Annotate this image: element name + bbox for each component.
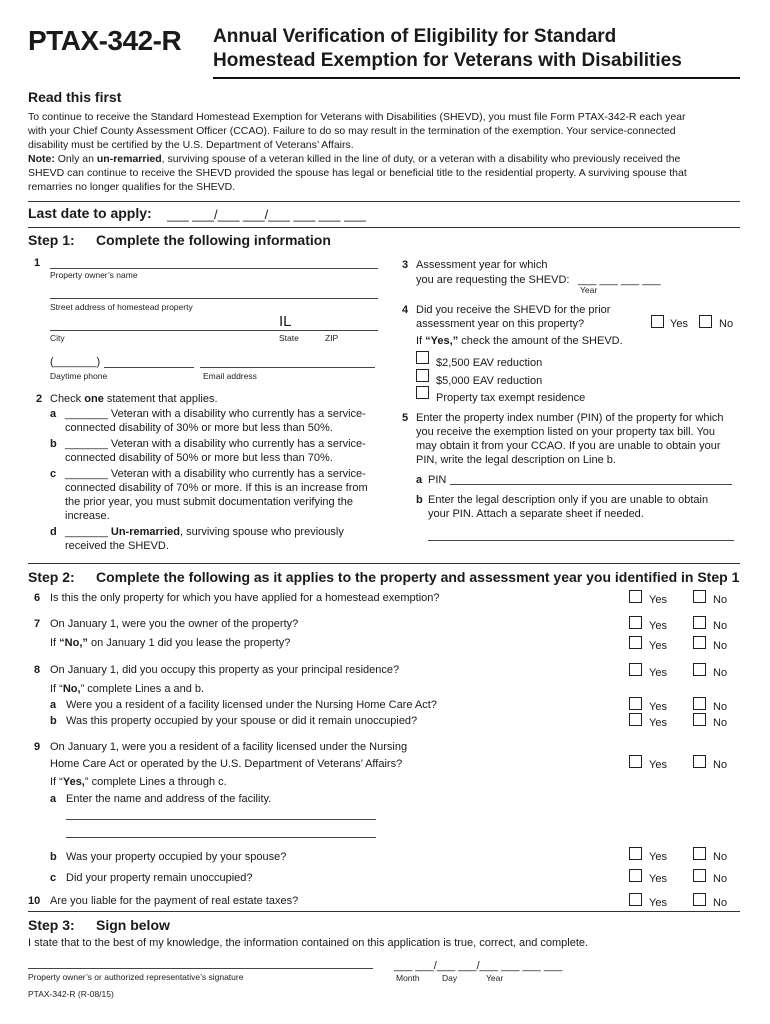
line4-if-bold: “Yes,”: [425, 335, 459, 347]
q9-l1: On January 1, were you a resident of a facility licensed under the Nursing: [50, 741, 408, 753]
eav-2500-checkbox[interactable]: [416, 351, 429, 364]
q9c-text: Did your property remain unoccupied?: [66, 872, 253, 884]
line2-bold: one: [84, 393, 104, 405]
owner-name-field[interactable]: [50, 268, 378, 269]
q8-no-label: No: [713, 667, 728, 679]
q8-no-checkbox[interactable]: [693, 663, 706, 676]
email-field[interactable]: [200, 367, 375, 368]
step3-statement: I state that to the best of my knowledge, the information contained on this application is true, correct, and complete.: [28, 937, 589, 949]
q8b-yes-checkbox[interactable]: [629, 713, 642, 726]
q8a-yes-checkbox[interactable]: [629, 697, 642, 710]
q8-if-b: ” complete Lines a and b.: [80, 683, 205, 695]
line5b-text: [428, 493, 748, 521]
line5a-letter: a: [416, 474, 423, 486]
owner-name-label: Property owner’s name: [50, 270, 138, 280]
divider-3: [28, 563, 740, 564]
footer-form-revision: PTAX-342-R (R-08/15): [28, 989, 114, 999]
line2d-blank: _______: [65, 526, 111, 538]
facility-name-field[interactable]: [66, 819, 376, 820]
q9a-text: Enter the name and address of the facility.: [66, 793, 272, 805]
read-first-body: [28, 110, 748, 194]
pin-label: PIN: [428, 474, 447, 486]
header-rule: [213, 77, 740, 79]
q9b-text: Was your property occupied by your spouse?: [66, 851, 287, 863]
step1-label: Step 1:: [28, 232, 75, 248]
facility-address-field[interactable]: [66, 837, 376, 838]
q9-if-a: If “: [50, 776, 63, 788]
q7-no-checkbox[interactable]: [693, 616, 706, 629]
state-label: State: [279, 333, 299, 343]
q7b-a: If: [50, 637, 60, 649]
date-month-label: Month: [396, 973, 420, 983]
tax-exempt-label: Property tax exempt residence: [436, 392, 586, 404]
line3-l1: Assessment year for which: [416, 259, 548, 271]
q9-if: [50, 775, 227, 789]
q6-no-checkbox[interactable]: [693, 590, 706, 603]
q9b-no-checkbox[interactable]: [693, 847, 706, 860]
q8b-letter: b: [50, 715, 57, 727]
q8-yes-label: Yes: [649, 667, 667, 679]
q9a-letter: a: [50, 793, 57, 805]
line2d-text: , surviving spouse who previously: [179, 526, 344, 538]
q7-text: On January 1, were you the owner of the property?: [50, 618, 299, 630]
q9-no-label: No: [713, 759, 728, 771]
q10-yes-checkbox[interactable]: [629, 893, 642, 906]
signature-date-field[interactable]: ___ ___/___ ___/___ ___ ___ ___: [394, 960, 563, 972]
q8a-letter: a: [50, 699, 57, 711]
q8-if-a: If “: [50, 683, 63, 695]
q8-if-bold: No,: [62, 683, 81, 695]
q9c-no-checkbox[interactable]: [693, 869, 706, 882]
line5-l4: PIN, write the legal description on Line b.: [416, 454, 616, 466]
line4-l1: Did you receive the SHEVD for the prior: [416, 304, 611, 316]
q9c-no-label: No: [713, 873, 728, 885]
q8b-text: Was this property occupied by your spouse or did it remain unoccupied?: [66, 715, 418, 727]
q7-no-label: No: [713, 620, 728, 632]
line2a-letter: a: [50, 408, 57, 420]
last-date-blanks[interactable]: ___ ___/___ ___/___ ___ ___ ___: [167, 207, 366, 222]
line2d-bold: Un-remarried: [110, 526, 180, 538]
line4-if: [416, 334, 623, 348]
q6-yes-checkbox[interactable]: [629, 590, 642, 603]
line4-yes-label: Yes: [670, 318, 688, 330]
phone-label: Daytime phone: [50, 371, 108, 381]
q9-if-bold: Yes,: [62, 776, 85, 788]
q7b-no-checkbox[interactable]: [693, 636, 706, 649]
q10-number: 10: [28, 895, 41, 907]
note-line3: remarries no longer qualifies for the SHEVD.: [28, 181, 236, 193]
tax-exempt-checkbox[interactable]: [416, 386, 429, 399]
line4-yes-checkbox[interactable]: [651, 315, 664, 328]
q8a-yes-label: Yes: [649, 701, 667, 713]
line5b-l1: Enter the legal description only if you are unable to obtain: [428, 494, 709, 506]
line2b-l2: connected disability of 50% or more but less than 70%.: [65, 452, 333, 464]
line2a-l1: _______ Veteran with a disability who currently has a service-: [65, 408, 366, 420]
line5-text: [416, 411, 746, 467]
line2b-option[interactable]: [65, 437, 385, 465]
q8a-no-label: No: [713, 701, 728, 713]
line4-no-label: No: [719, 318, 734, 330]
divider-1: [28, 201, 740, 202]
step2-label: Step 2:: [28, 569, 75, 585]
date-day-label: Day: [442, 973, 458, 983]
line5-l1: Enter the property index number (PIN) of the property for which: [416, 412, 724, 424]
line5b-letter: b: [416, 494, 423, 506]
assessment-year-field[interactable]: ___ ___ ___ ___: [578, 274, 661, 286]
q9-no-checkbox[interactable]: [693, 755, 706, 768]
q10-yes-label: Yes: [649, 897, 667, 909]
street-field[interactable]: [50, 298, 378, 299]
q10-text: Are you liable for the payment of real estate taxes?: [50, 895, 299, 907]
form-title-line1: Annual Verification of Eligibility for Standard: [213, 26, 617, 47]
line2d-option[interactable]: [65, 525, 385, 553]
line4-number: 4: [402, 304, 409, 316]
q8b-no-label: No: [713, 717, 728, 729]
signature-field[interactable]: [28, 968, 373, 969]
q8a-no-checkbox[interactable]: [693, 697, 706, 710]
q10-no-checkbox[interactable]: [693, 893, 706, 906]
step1-title: Complete the following information: [96, 232, 331, 248]
q9b-letter: b: [50, 851, 57, 863]
q7b-no-label: No: [713, 640, 728, 652]
step2-title: Complete the following as it applies to the property and assessment year you identified in Step 1: [96, 569, 740, 585]
line2d-l2: received the SHEVD.: [65, 540, 169, 552]
email-label: Email address: [203, 371, 257, 381]
q9-yes-checkbox[interactable]: [629, 755, 642, 768]
q8b-yes-label: Yes: [649, 717, 667, 729]
q6-no-label: No: [713, 594, 728, 606]
line2a-option[interactable]: [65, 407, 385, 435]
q7-number: 7: [34, 618, 41, 630]
q9c-yes-checkbox[interactable]: [629, 869, 642, 882]
line2c-l1: _______ Veteran with a disability who currently has a service-: [65, 468, 366, 480]
eav-5000-label: $5,000 EAV reduction: [436, 375, 543, 387]
q9c-letter: c: [50, 872, 57, 884]
line2a-l2: connected disability of 30% or more but less than 50%.: [65, 422, 333, 434]
q7-yes-label: Yes: [649, 620, 667, 632]
note-bold: un-remarried: [96, 153, 162, 165]
legal-description-field[interactable]: [428, 540, 734, 541]
q8-text: On January 1, did you occupy this property as your principal residence?: [50, 664, 400, 676]
line2d-letter: d: [50, 526, 57, 538]
q9b-no-label: No: [713, 851, 728, 863]
pin-field[interactable]: [450, 484, 732, 485]
line3-number: 3: [402, 259, 409, 271]
q7b-yes-label: Yes: [649, 640, 667, 652]
date-year-label: Year: [486, 973, 504, 983]
read-first-line2: with your Chief County Assessment Officer (CCAO). Failure to do so may result in the termination of the exemption. Your service-connected: [28, 125, 676, 137]
q8-yes-checkbox[interactable]: [629, 663, 642, 676]
q7-yes-checkbox[interactable]: [629, 616, 642, 629]
q7b-b: on January 1 did you lease the property?: [87, 637, 291, 649]
eav-5000-checkbox[interactable]: [416, 369, 429, 382]
q8a-text: Were you a resident of a facility licensed under the Nursing Home Care Act?: [66, 699, 437, 711]
q9-l2: Home Care Act or operated by the U.S. Department of Veterans’ Affairs?: [50, 758, 403, 770]
line2b-l1: _______ Veteran with a disability who currently has a service-: [65, 438, 366, 450]
read-first-line1: To continue to receive the Standard Homestead Exemption for Veterans with Disabilities (SHEVD), you must file Form PTAX-342-R each year: [28, 111, 686, 123]
divider-4: [28, 911, 740, 912]
line2c-letter: c: [50, 468, 57, 480]
line4-l2: assessment year on this property?: [416, 318, 585, 330]
step3-label: Step 3:: [28, 917, 75, 933]
q8b-no-checkbox[interactable]: [693, 713, 706, 726]
line2c-option[interactable]: [65, 467, 385, 523]
note-line1: [28, 152, 748, 166]
line4-no-checkbox[interactable]: [699, 315, 712, 328]
form-id: PTAX-342-R: [28, 25, 182, 56]
q8-number: 8: [34, 664, 41, 676]
q7b-bold: “No,”: [59, 637, 88, 649]
q9-if-b: ” complete Lines a through c.: [84, 776, 227, 788]
read-first-line3: disability must be certified by the U.S. Department of Veterans’ Affairs.: [28, 139, 354, 151]
q6-yes-label: Yes: [649, 594, 667, 606]
q9-number: 9: [34, 741, 41, 753]
signature-label: Property owner’s or authorized representative’s signature: [28, 972, 244, 982]
q9b-yes-checkbox[interactable]: [629, 847, 642, 860]
last-date-label: Last date to apply:: [28, 205, 152, 221]
line5-l3: may obtain it from your CCAO. If you are unable to obtain your: [416, 440, 721, 452]
note-line2: SHEVD can continue to receive the SHEVD provided the spouse has legal or beneficial title to the residential property. A surviving spouse that: [28, 167, 687, 179]
line1-number: 1: [34, 257, 41, 269]
q9-yes-label: Yes: [649, 759, 667, 771]
year-label: Year: [580, 285, 598, 295]
q9c-yes-label: Yes: [649, 873, 667, 885]
street-label: Street address of homestead property: [50, 302, 193, 312]
line2-b: statement that applies.: [103, 393, 218, 405]
line2b-letter: b: [50, 438, 57, 450]
q9b-yes-label: Yes: [649, 851, 667, 863]
q6-number: 6: [34, 592, 41, 604]
line2d-l1: [65, 525, 385, 539]
line2c-l4: increase.: [65, 510, 110, 522]
city-state-zip-field[interactable]: [50, 330, 378, 331]
note-label: Note:: [28, 153, 55, 165]
city-label: City: [50, 333, 65, 343]
line2c-l3: the prior year, you must submit documentation verifying the: [65, 496, 353, 508]
divider-2: [28, 227, 740, 228]
read-first-heading: Read this first: [28, 89, 122, 105]
line2-number: 2: [36, 393, 43, 405]
form-title-line2: Homestead Exemption for Veterans with Disabilities: [213, 50, 682, 71]
note-a: Only an: [54, 153, 97, 165]
q6-text: Is this the only property for which you have applied for a homestead exemption?: [50, 592, 440, 604]
q10-no-label: No: [713, 897, 728, 909]
line4-if-a: If: [416, 335, 426, 347]
q7b-text: [50, 636, 290, 650]
state-value: IL: [279, 313, 292, 330]
line4-if-b: check the amount of the SHEVD.: [458, 335, 623, 347]
line5b-l2: your PIN. Attach a separate sheet if needed.: [428, 508, 644, 520]
phone-field[interactable]: [104, 367, 194, 368]
eav-2500-label: $2,500 EAV reduction: [436, 357, 543, 369]
line5-number: 5: [402, 412, 409, 424]
zip-label: ZIP: [325, 333, 339, 343]
line2-text: [50, 392, 218, 406]
line3-l2: you are requesting the SHEVD:: [416, 274, 570, 286]
line2c-l2: connected disability of 70% or more. If this is an increase from: [65, 482, 368, 494]
q8-if: [50, 682, 204, 696]
phone-area-code[interactable]: (_______): [50, 356, 101, 368]
line2-a: Check: [50, 393, 85, 405]
line5-l2: you receive the exemption listed on your property tax bill. You: [416, 426, 716, 438]
step3-title: Sign below: [96, 917, 170, 933]
note-b: , surviving spouse of a veteran killed in the line of duty, or a veteran with a disability who previously received the: [161, 153, 681, 165]
q7b-yes-checkbox[interactable]: [629, 636, 642, 649]
